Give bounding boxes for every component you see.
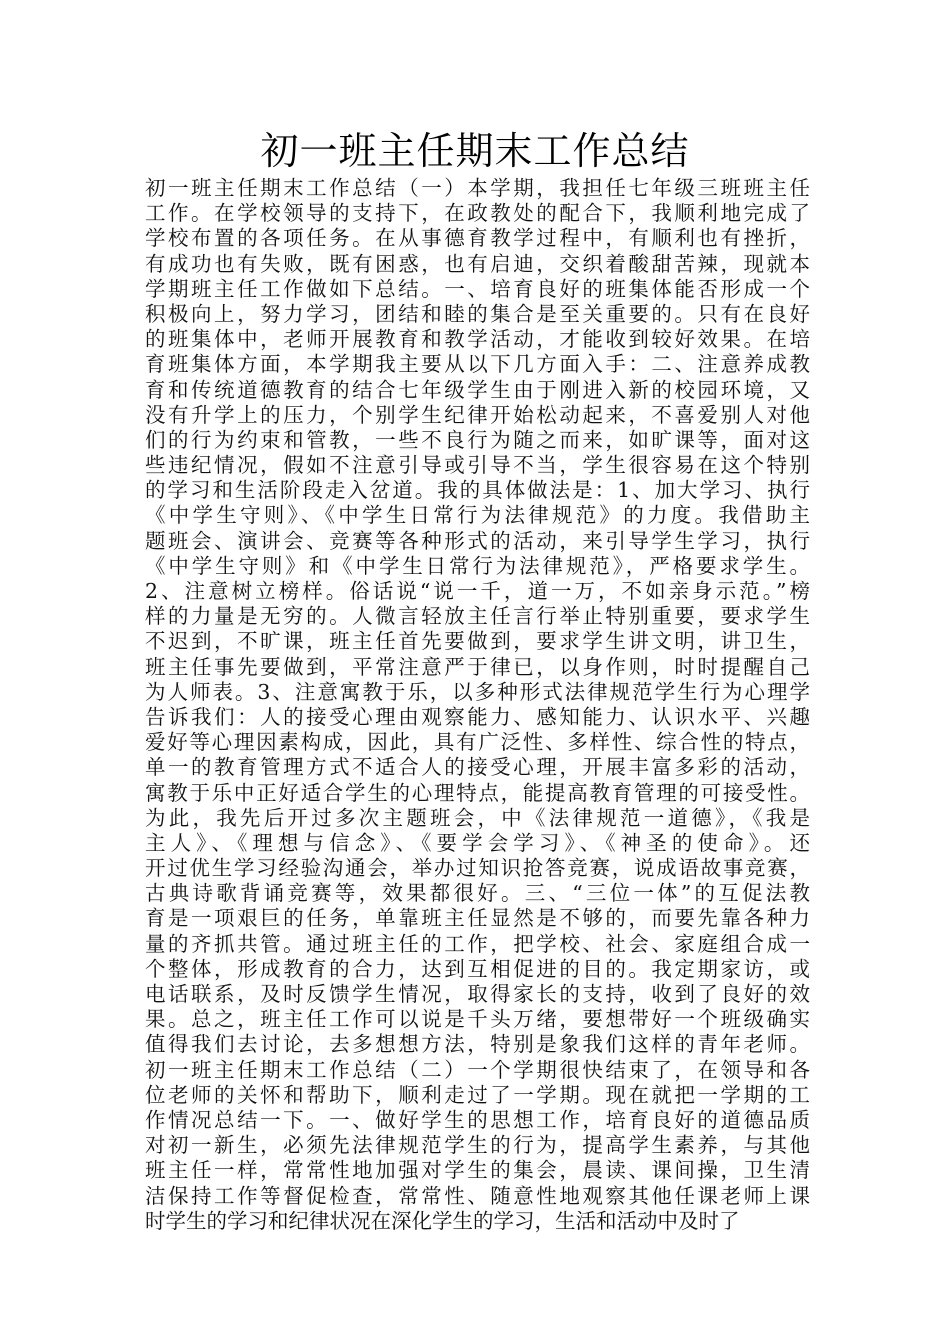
body-text-line: 初一班主任期末工作总结（一）本学期，我担任七年级三班班主任: [145, 176, 810, 200]
body-text-line: 初一班主任期末工作总结（二）一个学期很快结束了，在领导和各: [145, 1057, 810, 1082]
body-text-line: 单一的教育管理方式不适合人的接受心理，开展丰富多彩的活动，: [145, 755, 810, 780]
body-text-line: 样的力量是无穷的。人微言轻放主任言行举止特别重要，要求学生: [145, 604, 810, 629]
body-text-line: 的班集体中，老师开展教育和教学活动，才能收到较好效果。在培: [145, 327, 810, 352]
body-text-line: 2、注意树立榜样。俗话说“说一千，道一万，不如亲身示范。”榜: [145, 579, 810, 603]
body-text-line: 洁保持工作等督促检查，常常性、随意性地观察其他任课老师上课: [145, 1183, 810, 1208]
body-text-line: 为人师表。3、注意寓教于乐，以多种形式法律规范学生行为心理学: [145, 679, 810, 704]
body-text-line: 爱好等心理因素构成，因此，具有广泛性、多样性、综合性的特点，: [145, 730, 810, 755]
body-text-line: 育班集体方面，本学期我主要从以下几方面入手：二、注意养成教: [145, 352, 810, 377]
body-text-line: 个整体，形成教育的合力，达到互相促进的目的。我定期家访，或: [145, 956, 810, 981]
body-text-line: 为此，我先后开过多次主题班会，中《法律规范一道德》，《我是: [145, 805, 810, 830]
body-text-line: 对初一新生，必须先法律规范学生的行为，提高学生素养，与其他: [145, 1133, 810, 1158]
body-text-line: 位老师的关怀和帮助下，顺利走过了一学期。现在就把一学期的工: [145, 1082, 810, 1107]
body-text-line: 电话联系，及时反馈学生情况，取得家长的支持，收到了良好的效: [145, 982, 810, 1006]
body-text-line: 班主任事先要做到，平常注意严于律已，以身作则，时时提醒自己: [145, 654, 810, 679]
body-text-line: 学校布置的各项任务。在从事德育教学过程中，有顺利也有挫折，: [145, 226, 810, 251]
body-text-line: 古典诗歌背诵竞赛等，效果都很好。三、“三位一体”的互促法教: [145, 881, 810, 906]
body-text-line: 学期班主任工作做如下总结。一、培育良好的班集体能否形成一个: [145, 276, 810, 301]
body-text-line: 值得我们去讨论，去多想想方法，特别是象我们这样的青年老师。: [145, 1032, 810, 1057]
body-text-line: 量的齐抓共管。通过班主任的工作，把学校、社会、家庭组合成一: [145, 931, 810, 956]
body-text-line: 些违纪情况，假如不注意引导或引导不当，学生很容易在这个特别: [145, 453, 810, 478]
body-text-line: 不迟到，不旷课，班主任首先要做到，要求学生讲文明，讲卫生，: [145, 629, 810, 654]
body-text-line: 没有升学上的压力，个别学生纪律开始松动起来，不喜爱别人对他: [145, 402, 810, 427]
body-text-line: 作情况总结一下。一、做好学生的思想工作，培育良好的道德品质: [145, 1107, 810, 1132]
body-text-line: 的学习和生活阶段走入岔道。我的具体做法是：1、加大学习、执行: [145, 478, 810, 503]
body-text-line: 工作。在学校领导的支持下，在政教处的配合下，我顺利地完成了: [145, 201, 810, 226]
body-text-line: 积极向上，努力学习，团结和睦的集合是至关重要的。只有在良好: [145, 301, 810, 326]
body-text-line: 育是一项艰巨的任务，单靠班主任显然是不够的，而要先靠各种力: [145, 906, 810, 931]
body-text-line: 《中学生守则》、《中学生日常行为法律规范》的力度。我借助主: [145, 503, 810, 528]
body-text-line: 《中学生守则》和《中学生日常行为法律规范》，严格要求学生。: [145, 553, 810, 578]
body-text-line: 育和传统道德教育的结合七年级学生由于刚进入新的校园环境，又: [145, 377, 810, 402]
document-title: 初一班主任期末工作总结: [260, 129, 690, 173]
body-text-line: 主人》、《理想与信念》、《要学会学习》、《神圣的使命》。还: [145, 830, 810, 855]
body-text-line: 开过优生学习经验沟通会，举办过知识抢答竞赛，说成语故事竞赛，: [145, 856, 810, 881]
body-text-line: 果。总之，班主任工作可以说是千头万绪，要想带好一个班级确实: [145, 1007, 810, 1032]
body-text-line: 们的行为约束和管教，一些不良行为随之而来，如旷课等，面对这: [145, 427, 810, 452]
body-text-line: 寓教于乐中正好适合学生的心理特点，能提高教育管理的可接受性。: [145, 780, 810, 805]
body-text-line: 题班会、演讲会、竞赛等各种形式的活动，来引导学生学习，执行: [145, 528, 810, 553]
document-body: [145, 176, 810, 1234]
body-text-line: 时学生的学习和纪律状况在深化学生的学习，生活和活动中及时了: [145, 1208, 740, 1233]
body-text-line: 班主任一样，常常性地加强对学生的集会，晨读、课间操，卫生清: [145, 1158, 810, 1183]
body-text-line: 告诉我们：人的接受心理由观察能力、感知能力、认识水平、兴趣: [145, 704, 810, 729]
body-text-line: 有成功也有失败，既有困惑，也有启迪，交织着酸甜苦辣，现就本: [145, 251, 810, 276]
